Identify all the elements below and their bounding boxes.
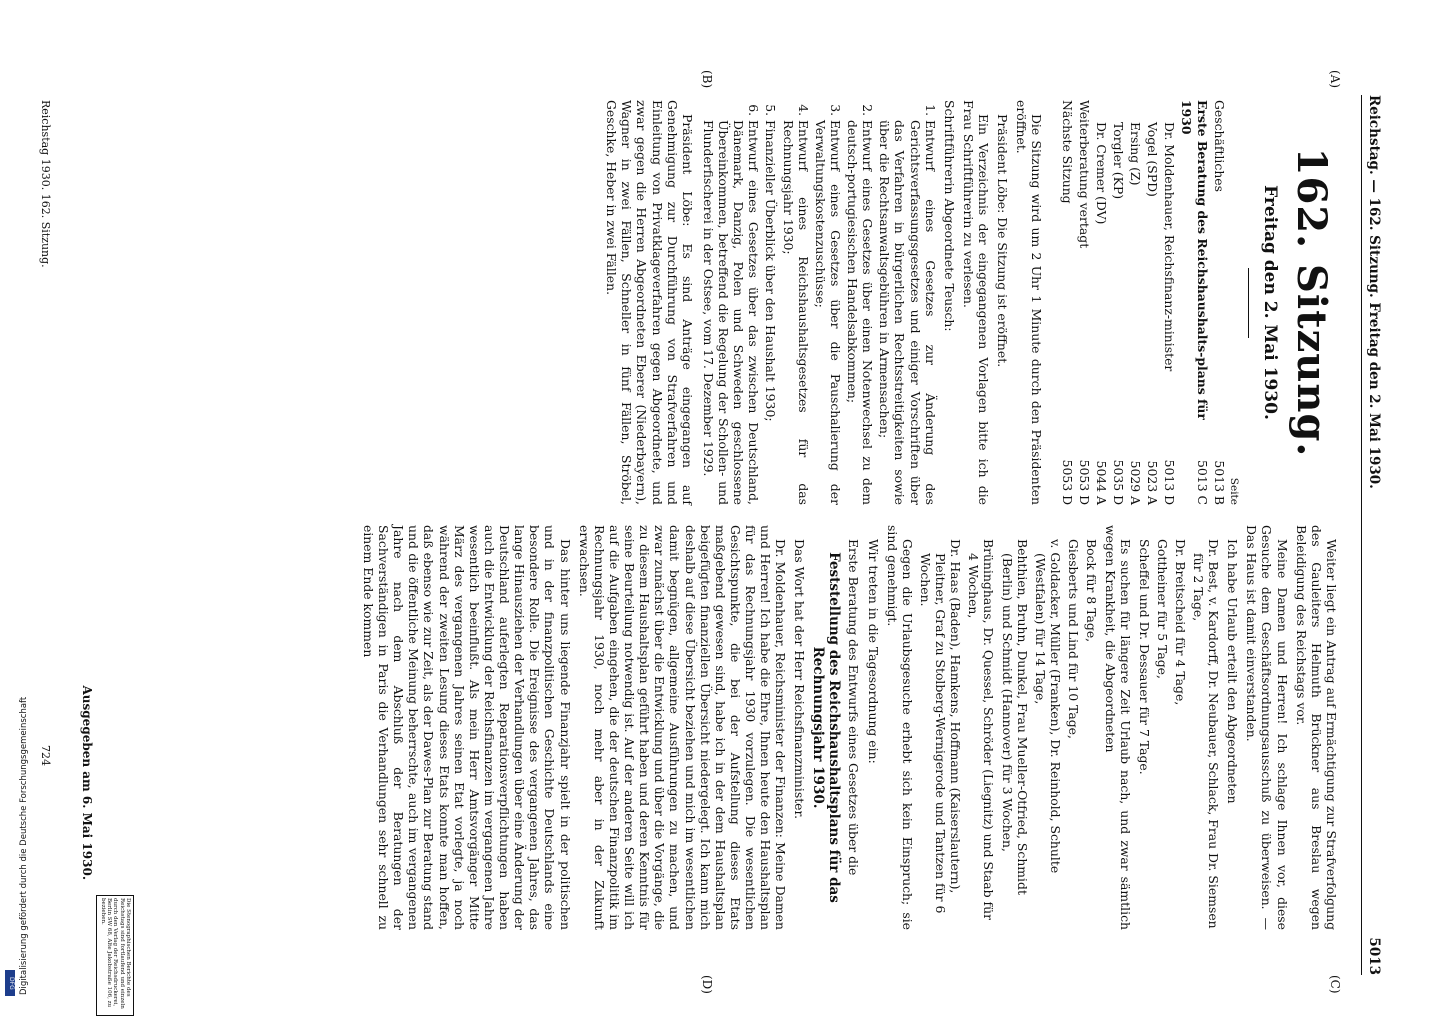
leave-entry: Giesberts und Lind für 10 Tage, (1066, 539, 1082, 739)
toc-entry-page: 5035 D (1110, 459, 1126, 505)
left-column (79, 100, 1339, 505)
toc-row (1110, 100, 1127, 505)
paragraph: Meine Damen und Herren! Ich schlage Ihnen vor, diese Gesuche dem Geschäftsordnungsausschuß zu überweisen. — Das Haus ist damit einverstanden. (1244, 525, 1290, 930)
leave-entry: Dr. Breitscheid für 4 Tage, (1172, 539, 1188, 706)
margin-letter-c: (C) (1328, 975, 1342, 994)
leave-entry: Gottheiner für 5 Tage, (1154, 539, 1170, 679)
list-item: 2. Entwurf eines Gesetzes über einen Notenwechsel zu dem deutsch-portugiesischen Handelsabkommen; (845, 120, 875, 505)
digitization-note-text: Digitalisierung gefördert durch die Deutsche Forschungsgemeinschaft (19, 696, 29, 995)
leave-entry: Brüninghaus, Dr. Quessel, Schröder (Liegnitz) und Staab für 4 Wochen, (966, 539, 997, 921)
table-of-contents (1058, 100, 1227, 505)
agenda-item-title: Feststellung des Reichshaushaltsplans für das Rechnungsjahr 1930. (809, 552, 843, 903)
submitted-items-list (701, 100, 938, 505)
margin-letter-b: (B) (700, 70, 714, 89)
leave-entry: Bock für 8 Tage, (1084, 539, 1100, 643)
toc-row (1178, 100, 1210, 505)
margin-letter-a: (A) (1328, 70, 1342, 89)
toc-entry-page: 5029 A (1128, 460, 1144, 505)
toc-entry-page: 5044 A (1093, 460, 1109, 505)
toc-entry-page: 5053 D (1076, 459, 1092, 505)
toc-row (1093, 100, 1110, 505)
minister-speech-continued: Das hinter uns liegende Finanzjahr spielt in der politischen und in der finanzpolitischen Geschichte Deutschlands eine besondere Rolle. Die Ereignisse des vergangenen Jahres, das lange Hinausziehen der Verhandlungen über eine Änderung der Deutschland auferlegten Reparationsverpflichtungen haben auch die Entwicklung der Reichsfinanzen im vergangenen Jahre wesentlich beeinflußt. Als mein Herr Amtsvorgänger Mitte März des vergangenen Jahres seinen Etat vorlegte, ja noch während der zweiten Lesung dieses Etats konnte man hoffen, daß ebenso wie zur Zeit, als der Dawes-Plan zur Beratung stand und die öffentliche Meinung beherrschte, auch im vergangenen Jahre nach dem Abschluß der Beratungen der Sachverständigen in Paris die Verhandlungen sehr schnell zu einem Ende kommen (360, 525, 573, 930)
paragraph: Weiter liegt ein Antrag auf Ermächtigung zur Strafverfolgung des Gauleiters Helmuth Brückner aus Breslau wegen Beleidigung des Reichstags vor. (1293, 525, 1339, 930)
dfg-logo: DFG (5, 970, 15, 996)
running-head-page-number: 5013 (1366, 937, 1382, 975)
toc-seite-label: Seite (1228, 477, 1241, 505)
toc-entry-text: Erste Beratung des Reichshaushalts-plans für 1930 (1179, 100, 1210, 420)
toc-entry-page: 5013 C (1194, 460, 1210, 505)
footer-page-number: 724 (39, 745, 52, 766)
paragraph: Es suchen für längere Zeit Urlaub nach, und zwar sämtlich wegen Krankheit, die Abgeordneten (1103, 525, 1134, 930)
paragraph: Ich habe Urlaub erteilt den Abgeordneten (1225, 539, 1241, 804)
publisher-stamp: Die Stenographischen Berichte des Reichstags sind fortlaufend und einzeln durch den Verlag der Reichsdruckerei, Berlin SW 68, Alte Jakobstraße 106, zu beziehen. (96, 895, 134, 1016)
running-head-title: Reichstag. — 162. Sitzung. Freitag den 2. Mai 1930. (1366, 95, 1382, 489)
leave-entry: v. Goldacker, Müller (Franken), Dr. Reinhold, Schulte (Westfalen) für 14 Tage, (1032, 539, 1063, 874)
toc-entry-text: Dr. Cremer (DV) (1093, 122, 1109, 225)
verzeichnis-paragraph: Ein Verzeichnis der eingegangenen Vorlagen bitte ich die Frau Schriftführerin zu verlesen. (960, 100, 992, 505)
minister-speech: Dr. Moldenhauer, Reichsminister der Finanzen: Meine Damen und Herren! Ich habe die Ehre, Ihnen heute den Haushaltsplan für das Rechnungsjahr 1930 vorzulegen. Die wesentlichen Gesichtspunkte, die bei der Aufstellung dieses Etats maßgebend gewesen sind, habe ich in der dem Haushaltsplan beigefügten finanziellen Übersicht niedergelegt. Ich kann mich deshalb auf diese Übersicht beziehen und mich im wesentlichen damit begnügen, allgemeine Ausführungen zu machen, und zwar zunächst über die Entwicklung und über die Vorgänge, die zu diesem Haushaltsplan geführt haben und deren Kenntnis für seine Beurteilung notwendig ist. Auf der anderen Seite will ich auf die Aufgaben eingehen, die der deutschen Finanzpolitik im Rechnungsjahr 1930, noch mehr aber in der Zukunft erwachsen. (576, 525, 789, 930)
running-head (1361, 95, 1382, 975)
leave-entry: Scheffel und Dr. Dessauer für 7 Tage. (1136, 539, 1152, 775)
list-item: 6. Entwurf eines Gesetzes über das zwischen Deutschland, Dänemark, Danzig, Polen und Schweden geschlossene Übereinkommen, betreffend die Regelung der Schollen- und Flunderfischerei in der Ostsee, vom 17. Dezember 1929. (701, 120, 762, 505)
president-statement-1: Präsident Löbe: Die Sitzung ist eröffnet. (995, 114, 1011, 368)
title-rule (1248, 268, 1249, 338)
paragraph: Das Wort hat der Herr Reichsfinanzminister. (792, 539, 808, 820)
toc-entry-text: Vogel (SPD) (1145, 122, 1161, 197)
leave-entry: Dr. Haas (Baden), Hamkens, Hoffmann (Kaiserslautern), Pleitner, Graf zu Stolberg-Wernigerode und Tantzen für 6 Wochen. (918, 539, 964, 914)
paragraph: Gegen die Urlaubsgesuche erhebt sich kein Einspruch; sie sind genehmigt. (884, 525, 915, 930)
toc-row (1211, 100, 1228, 505)
leave-entry: Dr. Best, v. Kardorff, Dr. Neubauer, Schlack, Frau Dr. Siemsen für 2 Tage, (1191, 539, 1222, 929)
footer-issued-date: Ausgegeben am 6. Mai 1930. (80, 685, 94, 880)
list-item: 4. Entwurf eines Reichshaushaltsgesetzes für das Rechnungsjahr 1930; (780, 120, 810, 505)
toc-entry-page: 5013 D (1162, 459, 1178, 505)
list-item: 3. Entwurf eines Gesetzes über die Pauschalierung der Verwaltungskostenzuschüsse; (813, 120, 843, 505)
toc-entry-text: Weiterberatung vertagt (1076, 100, 1092, 249)
toc-row (1076, 100, 1093, 505)
toc-entry-page: 5053 D (1059, 459, 1075, 505)
toc-entry-text: Geschäftliches (1211, 100, 1227, 192)
opening-paragraph: Die Sitzung wird um 2 Uhr 1 Minute durch den Präsidenten eröffnet. (1014, 100, 1045, 505)
leave-entry: Behthien, Bruhn, Dunkel, Frau Mueller-Otfried, Schmidt (Berlin) und Schmidt (Hannover) für 3 Wochen, (999, 539, 1030, 895)
paragraph: Wir treten in die Tagesordnung ein: (865, 539, 881, 764)
session-date: Freitag den 2. Mai 1930. (1260, 185, 1281, 420)
toc-entry-text: Dr. Moldenhauer, Reichsfinanz-minister (1162, 122, 1178, 372)
president-statement-2: Präsident Löbe: Es sind Anträge eingegangen auf Genehmigung zur Durchführung von Strafverfahren und Einleitung von Privatklageverfahren gegen Abgeordnete, und zwar gegen die Herren Abgeordneten Eberer (Niederbayern), Wagner in zwei Fällen, Schneller in fünf Fällen, Ströbel, Geschke, Heber in zwei Fällen. (604, 100, 695, 505)
digitization-note (5, 595, 29, 995)
toc-entry-text: Ersing (Z) (1128, 122, 1144, 186)
margin-letter-d: (D) (700, 975, 714, 994)
toc-entry-page: 5023 A (1145, 460, 1161, 505)
footer-session: Reichstag 1930. 162. Sitzung. (39, 100, 52, 268)
list-item: 5. Finanzieller Überblick über den Haushalt 1930; (763, 120, 778, 505)
list-item: 1. Entwurf eines Gesetzes zur Änderung des Gerichtsverfassungsgesetzes und einiger Vorschriften über das Verfahren in bürgerlichen Rechtsstreitigkeiten sowie über die Rechtsanwaltsgebühren in Armensachen; (877, 120, 938, 505)
schriftfuehrerin-heading: Schriftführerin Abgeordnete Teusch: (941, 100, 957, 332)
toc-row (1127, 100, 1144, 505)
toc-entry-page: 5013 B (1211, 460, 1227, 505)
toc-entry-text: Nächste Sitzung (1059, 100, 1075, 204)
right-column (79, 525, 1339, 930)
toc-entry-text: Torgler (KP) (1110, 122, 1126, 200)
session-title: 162. Sitzung. (1288, 147, 1335, 458)
toc-row (1161, 100, 1178, 505)
toc-row (1058, 100, 1075, 505)
toc-row (1144, 100, 1161, 505)
paragraph: Erste Beratung des Entwurfs eines Gesetzes über die (846, 539, 862, 876)
